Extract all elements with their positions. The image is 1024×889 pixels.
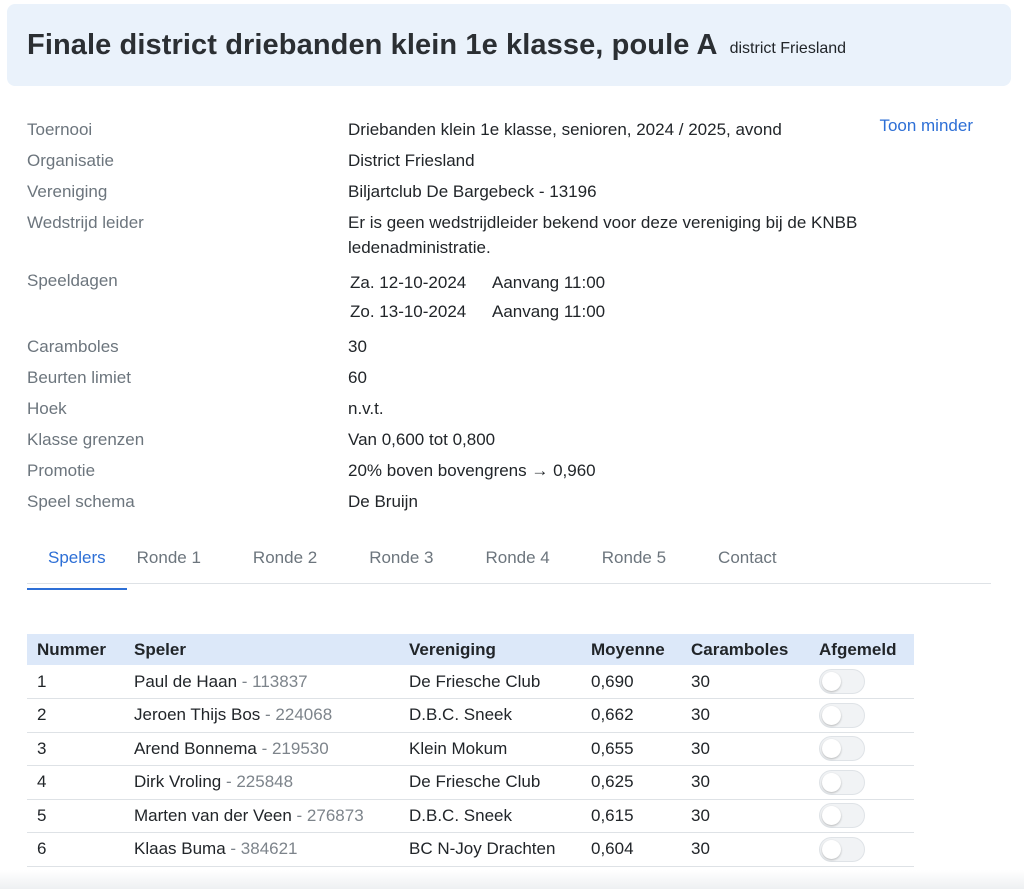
table-row — [27, 833, 914, 867]
speeldag-date: Zo. 13-10-2024 — [350, 302, 467, 321]
tab-ronde-2[interactable]: Ronde 2 — [252, 548, 318, 567]
speeldag-date: Za. 12-10-2024 — [350, 273, 467, 292]
cell-nummer: 3 — [27, 732, 124, 766]
cell-moyenne: 0,625 — [581, 766, 681, 800]
bottom-fade — [0, 870, 1024, 889]
col-header-speler[interactable]: Speler — [134, 639, 186, 659]
table-row — [27, 665, 914, 699]
info-label: Klasse grenzen — [27, 430, 145, 449]
page-header — [7, 4, 1011, 86]
speeldagen-list — [348, 265, 987, 329]
tab-ronde-5[interactable]: Ronde 5 — [601, 548, 667, 567]
cell-nummer: 5 — [27, 799, 124, 833]
tab-contact[interactable]: Contact — [718, 548, 777, 567]
tab-ronde-1[interactable]: Ronde 1 — [136, 548, 201, 567]
afgemeld-toggle[interactable] — [819, 669, 865, 694]
cell-speler — [124, 665, 399, 699]
table-row — [27, 699, 914, 733]
info-label: Wedstrijd leider — [27, 213, 144, 232]
cell-afgemeld — [809, 833, 914, 867]
player-name: Klaas Buma — [134, 839, 226, 859]
info-value: 20% boven bovengrens → 0,960 — [348, 461, 596, 480]
info-label: Beurten limiet — [27, 368, 131, 387]
info-value: Biljartclub De Bargebeck - 13196 — [348, 182, 597, 201]
player-name: Marten van der Veen — [134, 805, 292, 825]
tab-bar — [27, 538, 991, 584]
info-label: Caramboles — [27, 337, 119, 356]
player-licence: - 225848 — [221, 772, 294, 792]
info-label: Organisatie — [27, 151, 114, 170]
info-label: Hoek — [27, 399, 67, 418]
tab-spelers[interactable]: Spelers — [27, 538, 127, 583]
table-row — [27, 732, 914, 766]
cell-afgemeld — [809, 665, 914, 699]
tab-ronde-4[interactable]: Ronde 4 — [485, 548, 550, 567]
cell-afgemeld — [809, 766, 914, 800]
player-licence: - 384621 — [225, 839, 298, 859]
info-value: Er is geen wedstrijdleider bekend voor deze vereniging bij de KNBB ledenadministratie. — [348, 213, 858, 257]
table-row — [27, 799, 914, 833]
cell-vereniging: Klein Mokum — [399, 732, 581, 766]
player-licence: - 113837 — [237, 671, 308, 691]
cell-speler — [124, 766, 399, 800]
afgemeld-toggle[interactable] — [819, 770, 865, 795]
table-row — [27, 766, 914, 800]
cell-speler — [124, 799, 399, 833]
cell-vereniging: De Friesche Club — [399, 665, 581, 699]
cell-caramboles: 30 — [681, 833, 809, 867]
afgemeld-toggle[interactable] — [819, 703, 865, 728]
col-header-vereniging[interactable]: Vereniging — [409, 639, 496, 659]
player-name: Jeroen Thijs Bos — [134, 705, 261, 725]
info-row-wedstrijdleider — [27, 207, 987, 263]
cell-speler — [124, 732, 399, 766]
afgemeld-toggle[interactable] — [819, 736, 865, 761]
cell-moyenne: 0,615 — [581, 799, 681, 833]
col-header-nummer[interactable]: Nummer — [37, 639, 106, 659]
player-licence: - 224068 — [260, 705, 333, 725]
cell-caramboles: 30 — [681, 766, 809, 800]
info-row-organisatie — [27, 145, 987, 176]
info-row-beurten — [27, 362, 987, 393]
page-subtitle: district Friesland — [729, 40, 847, 57]
toggle-knob — [822, 773, 841, 792]
tournament-info — [27, 114, 987, 517]
info-label: Promotie — [27, 461, 96, 480]
speeldag-item — [348, 268, 987, 297]
info-label: Speel schema — [27, 492, 135, 511]
col-header-caramboles[interactable]: Caramboles — [691, 639, 789, 659]
cell-vereniging: De Friesche Club — [399, 766, 581, 800]
cell-vereniging: D.B.C. Sneek — [399, 699, 581, 733]
player-licence: - 276873 — [291, 805, 364, 825]
cell-speler — [124, 833, 399, 867]
player-name: Dirk Vroling — [134, 772, 222, 792]
cell-nummer: 6 — [27, 833, 124, 867]
player-licence: - 219530 — [256, 738, 329, 758]
info-value: De Bruijn — [348, 492, 418, 511]
info-row-speeldagen — [27, 265, 987, 329]
afgemeld-toggle[interactable] — [819, 803, 865, 828]
toggle-knob — [822, 806, 841, 825]
toggle-knob — [822, 706, 841, 725]
tab-ronde-3[interactable]: Ronde 3 — [369, 548, 434, 567]
cell-speler — [124, 699, 399, 733]
toon-minder-link[interactable]: Toon minder — [879, 116, 973, 135]
player-name: Arend Bonnema — [134, 738, 257, 758]
info-value: Driebanden klein 1e klasse, senioren, 2024 / 2025, avond — [348, 120, 782, 139]
cell-moyenne: 0,690 — [581, 665, 681, 699]
cell-caramboles: 30 — [681, 732, 809, 766]
speeldag-start: Aanvang 11:00 — [492, 302, 606, 321]
info-row-vereniging — [27, 176, 987, 207]
info-label: Vereniging — [27, 182, 108, 201]
cell-nummer: 2 — [27, 699, 124, 733]
cell-moyenne: 0,604 — [581, 833, 681, 867]
cell-nummer: 1 — [27, 665, 124, 699]
cell-moyenne: 0,662 — [581, 699, 681, 733]
cell-vereniging: D.B.C. Sneek — [399, 799, 581, 833]
info-row-klasse — [27, 424, 987, 455]
toggle-knob — [822, 672, 841, 691]
info-value: 30 — [348, 337, 367, 356]
info-row-toernooi — [27, 114, 987, 145]
col-header-moyenne[interactable]: Moyenne — [591, 639, 665, 659]
speeldag-start: Aanvang 11:00 — [492, 273, 606, 292]
cell-afgemeld — [809, 699, 914, 733]
cell-caramboles: 30 — [681, 665, 809, 699]
info-label: Speeldagen — [27, 271, 118, 290]
cell-caramboles: 30 — [681, 799, 809, 833]
cell-moyenne: 0,655 — [581, 732, 681, 766]
info-label: Toernooi — [27, 120, 93, 139]
info-value: Van 0,600 tot 0,800 — [348, 430, 496, 449]
info-value: 60 — [348, 368, 367, 387]
toggle-knob — [822, 840, 841, 859]
cell-caramboles: 30 — [681, 699, 809, 733]
cell-nummer: 4 — [27, 766, 124, 800]
info-row-caramboles — [27, 331, 987, 362]
cell-vereniging: BC N-Joy Drachten — [399, 833, 581, 867]
info-row-hoek — [27, 393, 987, 424]
table-header-row — [27, 634, 914, 665]
info-row-promotie — [27, 455, 987, 486]
players-table — [27, 634, 914, 867]
info-value: District Friesland — [348, 151, 475, 170]
col-header-afgemeld[interactable]: Afgemeld — [819, 639, 897, 659]
afgemeld-toggle[interactable] — [819, 837, 865, 862]
player-name: Paul de Haan — [134, 671, 238, 691]
cell-afgemeld — [809, 732, 914, 766]
info-row-schema — [27, 486, 987, 517]
speeldag-item — [348, 297, 987, 326]
page-title: Finale district driebanden klein 1e klasse, poule A — [27, 28, 718, 61]
info-value: n.v.t. — [348, 399, 384, 418]
toggle-knob — [822, 739, 841, 758]
cell-afgemeld — [809, 799, 914, 833]
